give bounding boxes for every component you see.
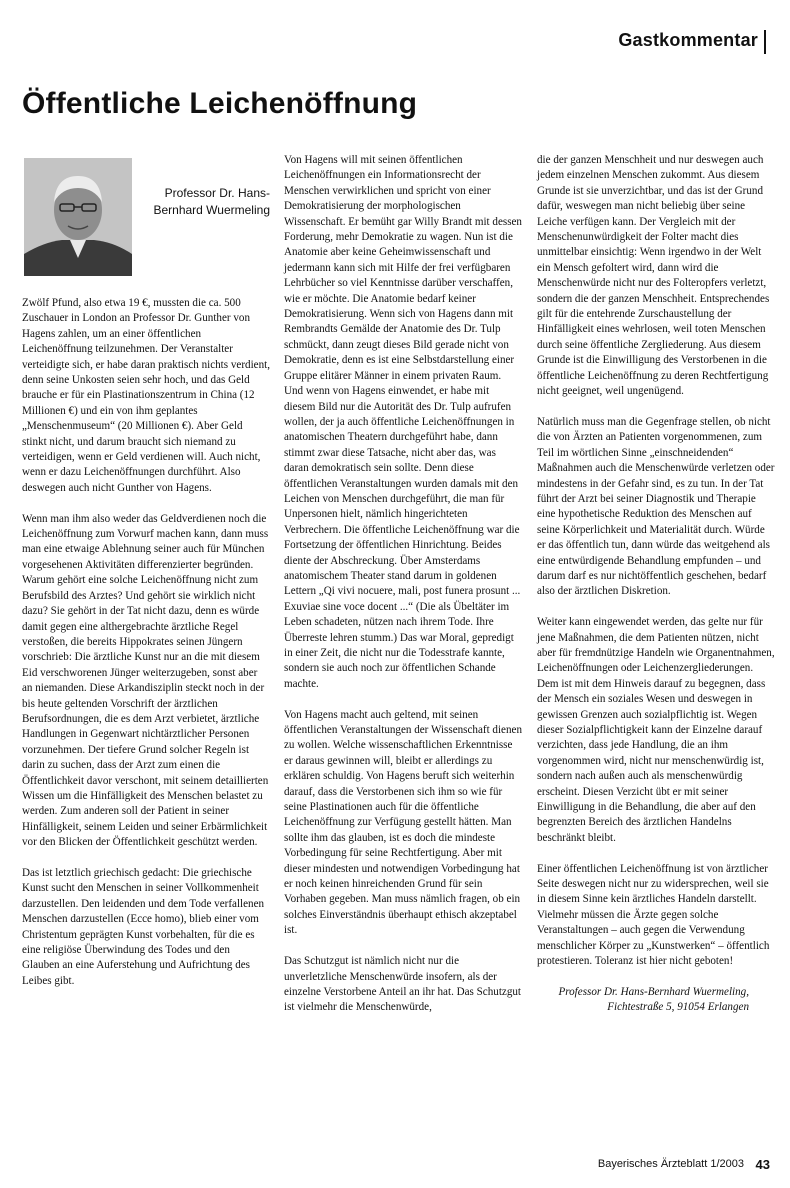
journal-name: Bayerisches Ärzteblatt 1/2003 [597, 1158, 744, 1170]
author-photo [24, 158, 132, 276]
paragraph: Von Hagens macht auch geltend, mit seinen öffentlichen Veranstaltungen der Wissenschaft dienen zu wollen. Welche wissenschaftlichen Erkenntnisse er daraus gewinnen will, bleibt er allerdings zu erklären schuldig. Von Hagens beruft sich weiterhin darauf, dass die Verstorbenen sich ihm so wie für seine Plastinationen auch für die öffentliche Leichenöffnung zur Verfügung gestellt hätten. Man sollte ihm das glauben, ist es doch die mindeste Vorbedingung für seine Rechtfertigung. Aber mit dieser mindesten und notwendigen Vorbedingung hat er noch keinen hinreichenden Grund für sein Vorhaben gegeben. Man muss nämlich fragen, ob ein solches Einverständnis überhaupt ethisch akzeptabel ist. [284, 708, 522, 937]
paragraph: Einer öffentlichen Leichenöffnung ist von ärztlicher Seite deswegen nicht nur zu widersprechen, weil sie in diesem Sinne kein ärztliches Handeln darstellt. Vielmehr müssen die Ärzte gegen solche Veranstaltungen – auch gegen die Verwendung menschlicher Körper zu „Kunstwerken“ – öffentlich protestieren. Toleranz ist hier nicht geboten! [537, 862, 770, 968]
paragraph: Weiter kann eingewendet werden, das gelte nur für jene Maßnahmen, die dem Patienten nützen, nicht aber für fremdnützige Handeln wie Organentnahmen, Leichenöffnungen oder Leichenzergliederungen. Dem ist mit dem Hinweis darauf zu begegnen, dass der Mensch ein soziales Wesen und deswegen in gewissen Grenzen auch sozialpflichtig ist. Wegen dieser Sozialpflichtigkeit kann der Einzelne darauf verzichten, dass jede Handlung, die an ihm vorgenommen wird, nicht nur menschenwürdig ist, sondern nach außen auch als menschenwürdig erscheint. Diesen Verzicht übt er mit seiner Einwilligung in die Behandlung, die aber auf den begrenzten Bereich des ärztlichen Handelns beschränkt bleibt. [537, 616, 775, 844]
article-title: Öffentliche Leichenöffnung [22, 87, 418, 120]
author-signature [537, 985, 775, 1016]
paragraph: Wenn man ihm also weder das Geldverdienen noch die Leichenöffnung zum Vorwurf machen kann, dann muss man eine etwaige Ablehnung seiner auch für München vorgesehenen Aktivitäten differenzierter begründen. Warum gehört eine solche Leichenöffnung nicht zum Berufsbild des Arztes? Und gehört sie wirklich nicht dazu? Sie gehört in der Tat nicht dazu, denn es würde damit gegen eine althergebrachte ärztliche Regel verstoßen, die bereits Hippokrates seinen Jüngern vorschrieb: Die ärztliche Kunst nur an die mit diesem Eid verschworenen Jünger weiterzugeben, sonst aber an niemanden. Diese Arkandisziplin steckt noch in der bis heute geltenden Vorschrift der ärztlichen Berufsordnungen, die es dem Arzt verbietet, ärztliche Handlungen in Gegenwart nichtärztlicher Personen vorzunehmen. Der tiefere Grund solcher Regeln ist darin zu suchen, dass der Arzt zum einen die Öffentlichkeit davor verschont, mit seinem detaillierten Wissen um die Hinfälligkeit des Menschen belastet zu werden. Zum anderen soll der Patient in seiner Hinfälligkeit, seinem Leiden und seiner Erbärmlichkeit vor den Blicken der Öffentlichkeit geschützt werden. [22, 512, 269, 849]
paragraph: die der ganzen Menschheit und nur deswegen auch jedem einzelnen Menschen zukommt. Aus diesem Grunde ist sie unverzichtbar, und das ist der Grund dafür, weswegen man nicht beliebig über seine Leiche verfügen kann. Der Vergleich mit der Menschenunwürdigkeit der Folter macht dies unmittelbar einsichtig: Wenn irgendwo in der Welt ein Mensch gefoltert wird, dann wird die Menschenwürde nicht nur des Folteropfers verletzt, sondern die der ganzen Menschheit. Entsprechendes gilt für die entehrende Zurschaustellung der Hinfälligkeit eines wehrlosen, weil toten Menschen durch seine öffentliche Zergliederung. Aus diesem Grunde ist die Einwilligung des Verstorbenen in die öffentliche Leichenöffnung zu deren Rechtfertigung nicht geeignet, weil ungenügend. [537, 154, 770, 398]
paragraph: Natürlich muss man die Gegenfrage stellen, ob nicht die von Ärzten an Patienten vorgenommenen, zum Teil im wörtlichen Sinne „einschneidenden“ Maßnahmen auch die Menschenwürde verletzen oder mindestens in der Gefahr sind, es zu tun. In der Tat führt der Arzt bei seiner Diagnostik und Therapie eine hypothetische Reduktion des Menschen auf seine Körperlichkeit und Materialität durch. Würde er das öffentlich tun, dann würde das weitgehend als eine entwürdigende Behandlung empfunden – und darum darf es nur nichtöffentlich geschehen, bedarf also der ärztlichen Diskretion. [537, 415, 775, 598]
paragraph: Zwölf Pfund, also etwa 19 €, mussten die ca. 500 Zuschauer in London an Professor Dr. Gunther von Hagens zahlen, um an einer öffentlichen Leichenöffnung teilzunehmen. Der Veranstalter verteidigte sich, er habe daran praktisch nichts verdient, denn seine Unkosten seien sehr hoch, und das Geld brauche er für ein Plastinationszentrum in China (12 Millionen €) und ein von ihm geplantes „Menschenmuseum“ (20 Millionen €). Aber Geld stinkt nicht, und darum braucht sich niemand zu verteidigen, wenn er Geld verdienen will. Auch nicht, wenn er dazu Leichenöffnungen durchführt. Also deswegen auch nicht Gunther von Hagens. [22, 297, 270, 494]
section-divider [764, 30, 766, 54]
column-1 [22, 296, 270, 1005]
paragraph: Von Hagens will mit seinen öffentlichen Leichenöffnungen ein Informationsrecht der Menschen verwirklichen und spricht von einer Demokratisierung der morphologischen Wissenschaft. Er bemüht gar Willy Brandt mit dessen Forderung, mehr Demokratie zu wagen. Nun ist die Anatomie aber keine Geheimwissenschaft und jedermann kann sich mit Hilfe der frei verfügbaren Lehrbücher so viel Kenntnisse darüber verschaffen, wie er möchte. Die Anatomie bedarf keiner Demokratisierung. Wenn sich von Hagens dann mit Rembrandts Gemälde der Anatomie des Dr. Tulp schmückt, dann zeugt dieses Bild gerade nicht von Demokratie, denn es ist eine Selbstdarstellung einer Gruppe elitärer Männer in einem privaten Raum. Und wenn von Hagens einwendet, er habe mit diesem Bild nur die Autorität des Dr. Tulp aufrufen wollen, der ja auch öffentliche Leichenöffnungen in anatomischen Theatern durchgeführt habe, dann stimmt zwar diese Tatsache, nicht aber das, was daran demokratisch sein sollte. Denn diese öffentlichen Veranstaltungen wurden damals mit den Leichen von Menschen durchgeführt, die man für Unpersonen hielt, nämlich hingerichteten Verbrechern. Die öffentliche Leichenöffnung war die Fortsetzung der öffentlichen Hinrichtung. Beides diente der Abschreckung. Über Amsterdams anatomischem Theater stand darum in goldenen Lettern „Qi vivi nocuere, mali, post funera prosunt ... Exuviae sine voce docent ...“ (Die als Übeltäter im Leben schadeten, nützen nach ihrem Tode. Ihre Überreste lehren stumm.) Das war Moral, gepredigt in einer Zeit, die nicht nur die Todesstrafe kannte, sondern sie auch noch zur öffentlichen Schande machte. [284, 154, 522, 690]
paragraph: Das ist letztlich griechisch gedacht: Die griechische Kunst sucht den Menschen in seiner Vollkommenheit darzustellen. Den leidenden und dem Tode verfallenen Menschen darzustellen (Ecce homo), blieb einer vom Christentum geprägten Kunst vorbehalten, für die es eine religiöse Überwindung des Todes und den Glauben an eine Auferstehung und Aufrichtung des Leibes gibt. [22, 867, 265, 987]
signature-address: Fichtestraße 5, 91054 Erlangen [607, 1001, 749, 1014]
paragraph: Das Schutzgut ist nämlich nicht nur die unverletzliche Menschenwürde insofern, als der einzelne Verstorbene Anteil an ihr hat. Das Schutzgut ist vielmehr die Menschenwürde, [284, 955, 522, 1014]
column-2 [284, 153, 522, 1031]
section-label: Gastkommentar [618, 30, 758, 50]
author-caption: Professor Dr. Hans-Bernhard Wuermeling [153, 186, 270, 217]
column-3 [537, 153, 775, 1016]
signature-name: Professor Dr. Hans-Bernhard Wuermeling, [558, 985, 749, 998]
page-number: 43 [755, 1157, 770, 1172]
